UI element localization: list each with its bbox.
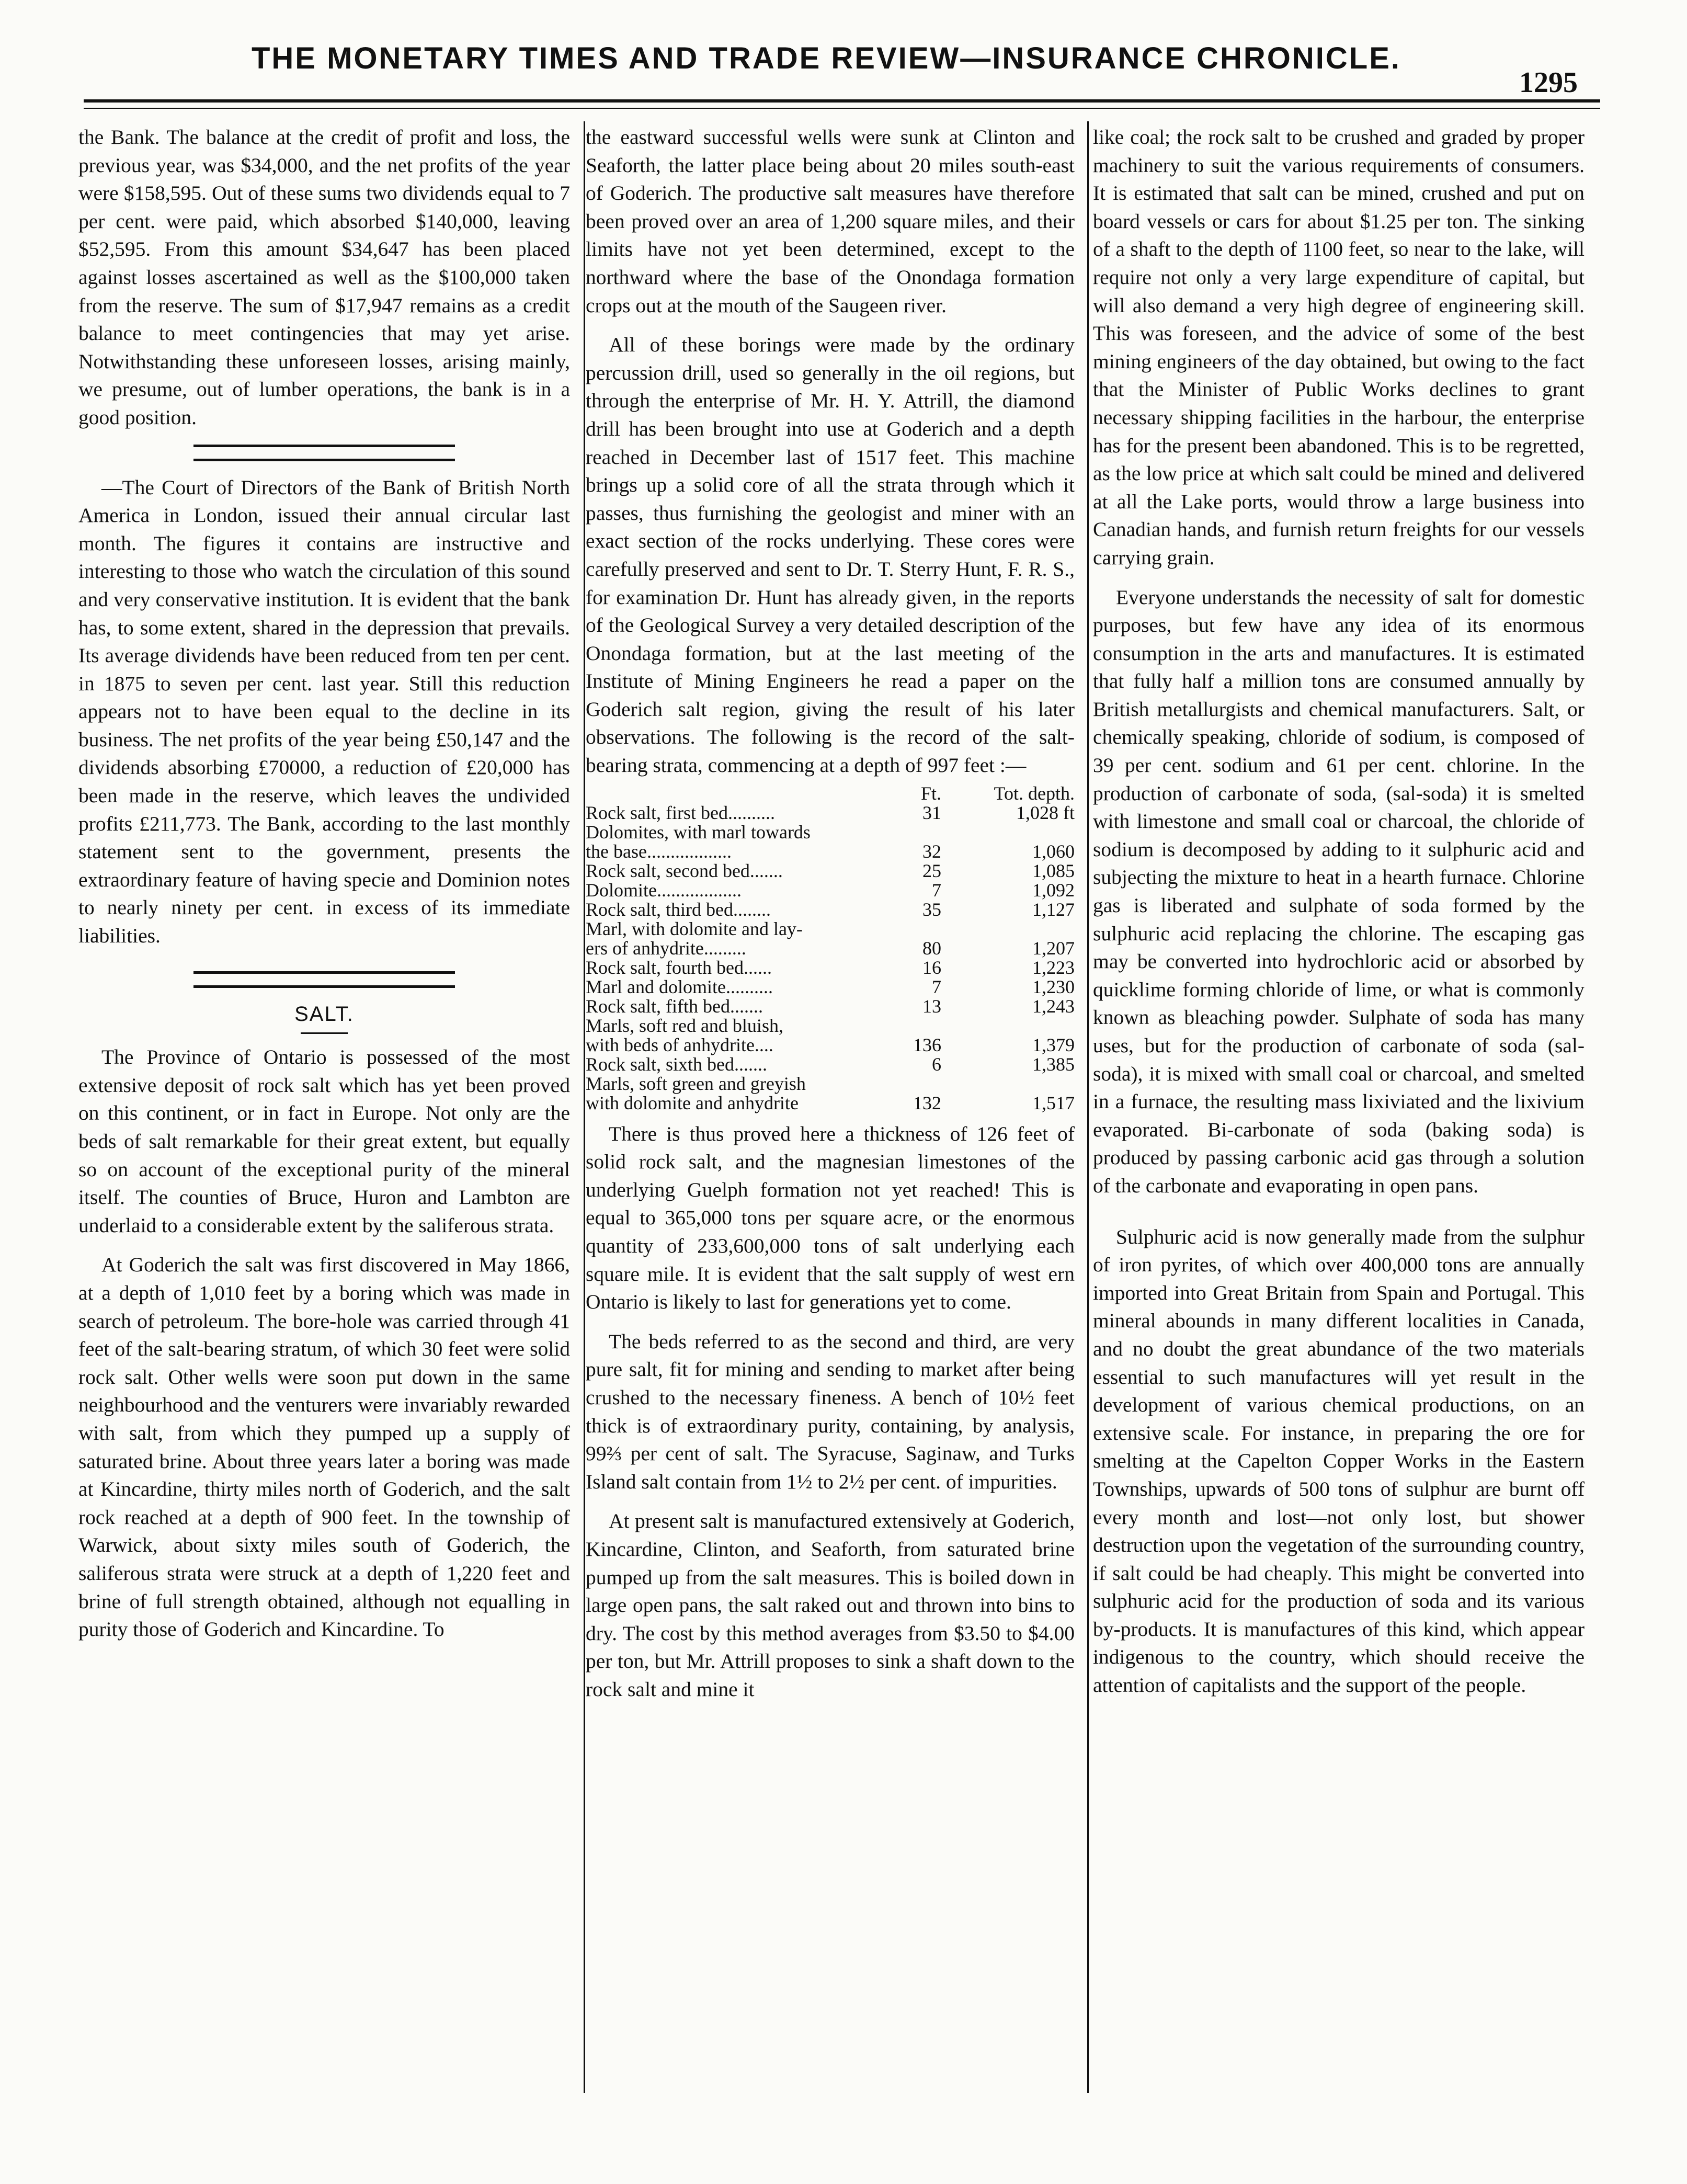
bank-british-north-america-paragraph: —The Court of Directors of the Bank of British North America in London, issued their annual circular last month. The figures it contains are instructive and interesting to those who watch the circulation of this sound and very conservative institution. It is evident that the bank has, to some extent, shared in the depression that prevails. Its average dividends have been reduced from ten per cent. in 1875 to seven per cent. last year. Still this reduction appears not to have been equal to the decline in its business. The net profits of the year being £50,147 and the dividends absorbing £70000, a reduction of £20,000 has been made in the reserve, which leaves the undivided profits £211,773. The Bank, according to the last monthly statement sent to the government, presents the extraordinary feature of having specie and Dominion notes to nearly ninety per cent. in excess of its immediate liabilities.: [78, 475, 570, 948]
strata-table-header: [586, 784, 1075, 803]
strata-total-depth: 1,517: [1032, 1092, 1075, 1113]
salt-intro-paragraph: The Province of Ontario is possessed of the most extensive deposit of rock salt which has yet been proved on this continent, or in fact in Europe. Not only are the beds of salt remarkable for their great extent, but equally so on account of the exceptional purity of the mineral itself. The counties of Bruce, Huron and Lambton are underlaid to a considerable extent by the saliferous strata.: [78, 1045, 570, 1237]
strata-feet: 7: [932, 879, 941, 901]
strata-total-depth: 1,127: [1032, 898, 1075, 920]
column-1: [78, 123, 570, 1644]
strata-feet: 25: [922, 860, 941, 881]
header-rule-top: [84, 99, 1600, 103]
strata-row-continued: [586, 939, 1075, 958]
strata-feet: 6: [932, 1053, 941, 1075]
strata-row: [586, 997, 1075, 1016]
section-separator: [193, 445, 455, 461]
strata-total-depth: 1,092: [1032, 879, 1075, 901]
strata-total-depth: 1,385: [1032, 1053, 1075, 1075]
column-3: [1093, 123, 1585, 1700]
strata-name: Rock salt, first bed..........: [586, 802, 775, 823]
header-total-depth: Tot. depth.: [994, 782, 1075, 804]
pure-salt-paragraph: The beds referred to as the second and third, are very pure salt, fit for mining and sending to market after being crushed to the necessary fineness. A bench of 10½ feet thick is of extraordinary purity, containing, by analysis, 99⅔ per cent of salt. The Syracuse, Saginaw, and Turks Island salt contain from 1½ to 2½ per cent. of impurities.: [586, 1329, 1075, 1493]
strata-row: [586, 881, 1075, 900]
strata-total-depth: 1,028 ft: [1016, 802, 1075, 823]
strata-feet: 132: [913, 1092, 941, 1113]
strata-total-depth: 1,223: [1032, 957, 1075, 978]
strata-feet: 16: [922, 957, 941, 978]
strata-name: Marls, soft green and greyish: [586, 1073, 806, 1094]
strata-name-continued: with dolomite and anhydrite: [586, 1092, 799, 1113]
bank-profit-paragraph: the Bank. The balance at the credit of profit and loss, the previous year, was $34,000, and the net profits of the year were $158,595. Out of these sums two dividends equal to 7 per cent. were paid, which absorbed $140,000, leaving $52,595. From this amount $34,647 has been placed against losses ascertained as well as the $100,000 taken from the reserve. The sum of $17,947 remains as a credit balance to meet contingencies that may yet arise. Notwithstanding these unforeseen losses, arising mainly, we presume, out of lumber operations, the bank is in a good position.: [78, 126, 570, 429]
strata-table: [586, 784, 1075, 1113]
column-divider-1: [584, 121, 585, 2093]
column-divider-2: [1087, 121, 1089, 2093]
strata-row-continued: [586, 842, 1075, 861]
sulphuric-acid-paragraph: Sulphuric acid is now generally made from the sulphur of iron pyrites, of which over 400,000 tons are annually imported into Great Britain from Spain and Portugal. This mineral abounds in many different localities in Canada, and no doubt the great abundance of the two materials essential to such manufactures will yet result in the development of various chemical productions, on an extensive scale. For instance, in preparing the ore for smelting at the Capelton Copper Works in the Eastern Townships, upwards of 500 tons of sulphur are burnt off every month and lost—not only lost, but shower destruction upon the vegetation of the surrounding country, if salt could be had cheaply. This might be converted into sulphuric acid for the production of soda and its various by-products. It is manufactures of this kind, which appear indigenous to the country, which should receive the attention of capitalists and the support of the people.: [1093, 1225, 1585, 1697]
strata-row: [586, 919, 1075, 939]
strata-name: Rock salt, sixth bed.......: [586, 1053, 767, 1075]
salt-uses-paragraph: Everyone understands the necessity of salt for domestic purposes, but few have any idea of its enormous consumption in the arts and manufactures. It is estimated that fully half a million tons are consumed annually by British metallurgists and chemical manufacturers. Salt, or chemically speaking, chloride of sodium, is composed of 39 per cent. sodium and 61 per cent. chlorine. In the production of carbonate of soda, (sal-soda) it is smelted with limestone and small coal or charcoal, the chloride of sodium is decomposed by adding to it sulphuric acid and subjecting the mixture to heat in a hearth furnace. Chlorine gas is liberated and sulphate of soda formed by the sulphuric acid replacing the chlorine. The escaping gas may be converted into hydrochloric acid or absorbed by quicklime forming chloride of lime, or what is commonly known as bleaching powder. Sulphate of soda has many uses, but for the production of carbonate of soda (sal-soda), it is mixed with small coal or charcoal, and smelted in a furnace, the resulting mass lixiviated and the lixivium evaporated. Bi-carbonate of soda (baking soda) is produced by passing carbonic acid gas through a solution of the carbonate and evaporating in open pans.: [1093, 585, 1585, 1197]
strata-name: Marls, soft red and bluish,: [586, 1015, 783, 1036]
section-separator: [193, 971, 455, 988]
strata-row: [586, 823, 1075, 842]
page-header-title: THE MONETARY TIMES AND TRADE REVIEW—INSURANCE CHRONICLE.: [251, 41, 1401, 75]
strata-total-depth: 1,207: [1032, 937, 1075, 959]
strata-feet: 136: [913, 1034, 941, 1055]
strata-name: Marl, with dolomite and lay-: [586, 918, 803, 939]
strata-total-depth: 1,230: [1032, 976, 1075, 997]
borings-paragraph: All of these borings were made by the ordinary percussion drill, used so generally in the oil regions, but through the enterprise of Mr. H. Y. Attrill, the diamond drill has been brought into use at Goderich and a depth reached in December last of 1517 feet. This machine brings up a solid core of all the strata through which it passes, thus furnishing the geologist and miner with an exact section of the rocks underlying. These cores were carefully preserved and sent to Dr. T. Sterry Hunt, F. R. S., for examination Dr. Hunt has already given, in the reports of the Geological Survey a very detailed description of the Onondaga formation, but at the last meeting of the Institute of Mining Engineers he read a paper on the Goderich salt region, giving the result of his later observations. The following is the record of the salt-bearing strata, commencing at a depth of 997 feet :—: [586, 333, 1075, 777]
strata-total-depth: 1,243: [1032, 995, 1075, 1017]
eastward-wells-paragraph: the eastward successful wells were sunk at Clinton and Seaforth, the latter place being about 20 miles south-east of Goderich. The productive salt measures have therefore been proved over an area of 1,200 square miles, and their limits have not yet been determined, except to the northward where the base of the Onondaga formation crops out at the mouth of the Saugeen river.: [586, 126, 1075, 317]
strata-name: Rock salt, second bed.......: [586, 860, 783, 881]
header-rule-bottom: [84, 108, 1600, 109]
strata-row: [586, 900, 1075, 919]
salt-heading: SALT.: [294, 1002, 354, 1026]
column-2: [586, 123, 1075, 1704]
strata-row-continued: [586, 1036, 1075, 1055]
strata-name: Rock salt, fifth bed.......: [586, 995, 763, 1017]
strata-name-continued: the base..................: [586, 840, 732, 862]
strata-name: Dolomite..................: [586, 879, 742, 901]
manufacture-paragraph: At present salt is manufactured extensively at Goderich, Kincardine, Clinton, and Seaforth, from saturated brine pumped up from the salt measures. This is boiled down in large open pans, the salt raked out and thrown into bins to dry. The cost by this method averages from $3.50 to $4.00 per ton, but Mr. Attrill proposes to sink a shaft down to the rock salt and mine it: [586, 1509, 1075, 1701]
strata-row: [586, 803, 1075, 823]
strata-feet: 31: [922, 802, 941, 823]
strata-row: [586, 861, 1075, 881]
strata-name: Rock salt, fourth bed......: [586, 957, 772, 978]
strata-row: [586, 977, 1075, 997]
strata-feet: 80: [922, 937, 941, 959]
page-number: 1295: [1519, 66, 1578, 99]
strata-row-continued: [586, 1094, 1075, 1113]
strata-feet: 35: [922, 898, 941, 920]
strata-row: [586, 958, 1075, 977]
thickness-paragraph: There is thus proved here a thickness of 126 feet of solid rock salt, and the magnesian limestones of the underlying Guelph formation not yet reached! This is equal to 365,000 tons per square acre, or the enormous quantity of 233,600,000 tons of salt underlying each square mile. It is evident that the salt supply of west ern Ontario is likely to last for generations yet to come.: [586, 1122, 1075, 1314]
heading-underline: [301, 1032, 348, 1034]
strata-name: Dolomites, with marl towards: [586, 821, 811, 843]
strata-name-continued: with beds of anhydrite....: [586, 1034, 773, 1055]
strata-total-depth: 1,379: [1032, 1034, 1075, 1055]
mining-plan-paragraph: like coal; the rock salt to be crushed and graded by proper machinery to suit the various requirements of consumers. It is estimated that salt can be mined, crushed and put on board vessels or cars for about $1.25 per ton. The sinking of a shaft to the depth of 1100 feet, so near to the lake, will require not only a very large expenditure of capital, but will also demand a very high degree of engineering skill. This was foreseen, and the advice of some of the best mining engineers of the day obtained, but owing to the fact that the Minister of Public Works declines to grant necessary shipping facilities in the harbour, the enterprise has for the present been abandoned. This is to be regretted, as the low price at which salt could be mined and delivered at all the Lake ports, would throw a large business into Canadian hands, and furnish return freights for our vessels carrying grain.: [1093, 126, 1585, 569]
strata-name: Rock salt, third bed........: [586, 898, 771, 920]
header-feet: Ft.: [920, 782, 941, 804]
strata-feet: 32: [922, 840, 941, 862]
strata-name-continued: ers of anhydrite.........: [586, 937, 746, 959]
strata-feet: 7: [932, 976, 941, 997]
goderich-discovery-paragraph: At Goderich the salt was first discovered in May 1866, at a depth of 1,010 feet by a boring which was made in search of petroleum. The bore-hole was carried through 41 feet of the salt-bearing stratum, of which 30 feet were solid rock salt. Other wells were soon put down in the same neighbourhood and the venturers were invariably rewarded with salt, from which they pumped up a supply of saturated brine. About three years later a boring was made at Kincardine, thirty miles north of Goderich, and the salt rock reached at a depth of 900 feet. In the township of Warwick, about sixty miles south of Goderich, the saliferous strata were struck at a depth of 1,220 feet and brine of full strength obtained, although not equalling in purity those of Goderich and Kincardine. To: [78, 1253, 570, 1641]
strata-feet: 13: [922, 995, 941, 1017]
strata-total-depth: 1,060: [1032, 840, 1075, 862]
strata-row: [586, 1016, 1075, 1036]
strata-row: [586, 1055, 1075, 1074]
strata-row: [586, 1074, 1075, 1094]
strata-name: Marl and dolomite..........: [586, 976, 773, 997]
strata-total-depth: 1,085: [1032, 860, 1075, 881]
